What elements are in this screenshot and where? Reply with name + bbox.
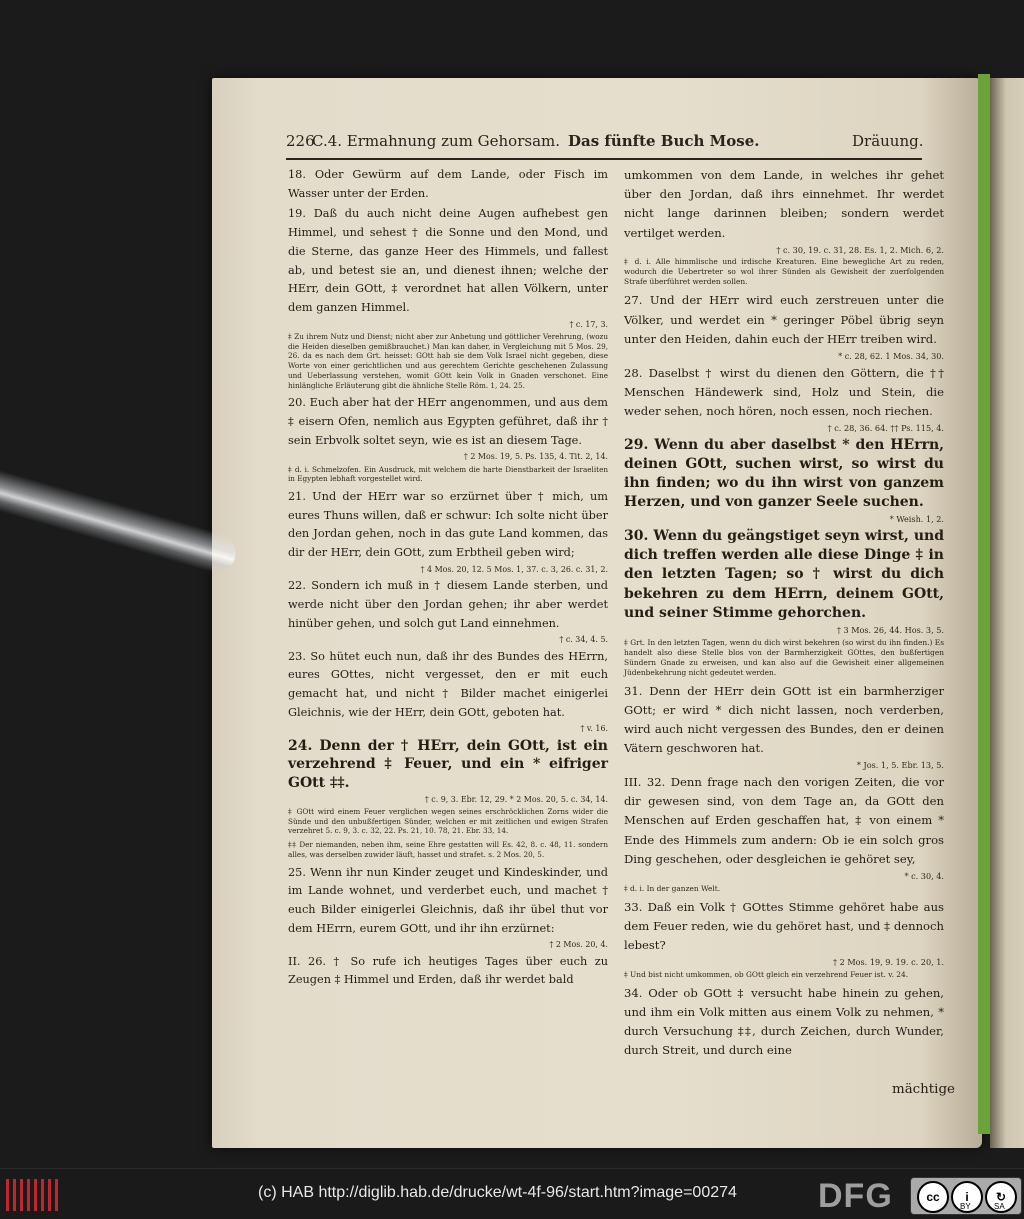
footnote: ‡ d. i. Alle himmlische und irdische Kreaturen. Eine bewegliche Art zu reden, wodurch die Uebertreter so wol ihrer Sünden als Gewisheit der zuerfolgenden Strafe überführet werden sollen. bbox=[624, 257, 944, 287]
verse: 31. Denn der HErr dein GOtt ist ein barmherziger GOtt; er wird * dich nicht lassen, noch verderben, wird auch nicht vergessen des Bundes, den er deinen Vätern geschworen hat. bbox=[624, 683, 944, 756]
verse: 34. Oder ob GOtt ‡ versucht habe hinein zu gehen, und ihm ein Volk mitten aus einem Volk zu nehmen, * durch Versuchung ‡‡, durch Zeichen, durch Wunder, durch Streit, und durch eine bbox=[624, 985, 944, 1058]
left-column bbox=[288, 166, 608, 992]
green-strip bbox=[978, 74, 990, 1134]
footnote: ‡ GOtt wird einem Feuer verglichen wegen seines erschröcklichen Zorns wider die Sünde und den unbußfertigen Sünder, welchen er mit zeitlichen und ewigen Strafen verzehret 5. c. 9, 3. c. 32, 22. Ps. 21, 10. 78, 21. Ebr. 33, 14. bbox=[288, 807, 608, 836]
cc-icon: cc bbox=[917, 1181, 949, 1213]
cross-reference: † 3 Mos. 26, 44. Hos. 3, 5. bbox=[836, 625, 944, 636]
adjacent-page-fragment bbox=[1000, 90, 1024, 1140]
chapter-title: C.4. Ermahnung zum Gehorsam. bbox=[312, 132, 560, 150]
verse: 24. Denn der † HErr, dein GOtt, ist ein verzehrend ‡ Feuer, und ein * eifriger GOtt ‡‡. bbox=[288, 737, 608, 792]
verse: 33. Daß ein Volk † GOttes Stimme gehöret habe aus dem Feuer reden, wie du gehöret hast, und ‡ dennoch lebest? bbox=[624, 899, 944, 952]
cross-reference: † v. 16. bbox=[580, 724, 608, 734]
verse: 25. Wenn ihr nun Kinder zeuget und Kindeskinder, und im Lande wohnet, und verderbet euch, und machet † euch Bilder einigerlei Gleichnis, daß ihr übel thut vor dem HErrn, eurem GOtt, und ihr ihn erzürnet: bbox=[288, 865, 608, 935]
sa-label: SA bbox=[994, 1202, 1005, 1211]
stylus-reflection bbox=[0, 470, 240, 577]
book-title: Das fünfte Buch Mose. bbox=[568, 132, 760, 150]
cross-reference: * c. 28, 62. 1 Mos. 34, 30. bbox=[838, 350, 944, 361]
verse: 21. Und der HErr war so erzürnet über † mich, um eures Thuns willen, daß er schwur: Ich solte nicht über den Jordan gehen, noch in das gute Land kommen, das dir der HErr, dein GOtt, zum Erbtheil geben wird; bbox=[288, 490, 608, 560]
dfg-logo: DFG bbox=[818, 1177, 893, 1215]
by-label: BY bbox=[960, 1202, 971, 1211]
verse: 22. Sondern ich muß in † diesem Lande sterben, und werde nicht über den Jordan gehen; ihr aber werdet hinüber gehen, und solch gut Land einnehmen. bbox=[288, 579, 608, 630]
footnote: ‡ Und bist nicht umkommen, ob GOtt gleich ein verzehrend Feuer ist. v. 24. bbox=[624, 969, 909, 979]
cross-reference: † 2 Mos. 19, 5. Ps. 135, 4. Tit. 2, 14. bbox=[463, 452, 608, 462]
footer-bar bbox=[0, 1168, 1024, 1219]
verse: umkommen von dem Lande, in welches ihr gehet über den Jordan, daß ihrs einnehmet. Ihr werdet nicht lange darinnen bleiben; sondern werdet vertilget werden. bbox=[624, 168, 944, 240]
verse: 29. Wenn du aber daselbst * den HErrn, deinen GOtt, suchen wirst, so wirst du ihn finden; wo du ihn wirst von ganzem Herzen, und von ganzer Seele suchen. bbox=[624, 436, 944, 511]
verse: 28. Daselbst † wirst du dienen den Göttern, die †† Menschen Händewerk sind, Holz und Stein, die weder sehen, noch hören, noch essen, noch riechen. bbox=[624, 365, 944, 418]
hab-logo-icon bbox=[6, 1179, 58, 1211]
cross-reference: † c. 17, 3. bbox=[569, 319, 608, 329]
verse: 19. Daß du auch nicht deine Augen aufhebest gen Himmel, und sehest † die Sonne und den Mond, und die Sterne, das ganze Heer des Himmels, und fallest ab, und betest sie an, und dienest ihnen; welche der HErr, dein GOtt, ‡ verordnet hat allen Völkern, unter dem ganzen Himmel. bbox=[288, 207, 608, 314]
by-icon: i bbox=[951, 1181, 983, 1213]
footnote: ‡ d. i. Schmelzofen. Ein Ausdruck, mit welchem die harte Dienstbarkeit der Israeliten in Egypten lebhaft vorgestellet wird. bbox=[288, 464, 608, 484]
cross-reference: † 4 Mos. 20, 12. 5 Mos. 1, 37. c. 3, 26. c. 31, 2. bbox=[420, 564, 608, 574]
cross-reference: † 2 Mos. 19, 9. 19. c. 20, 1. bbox=[832, 957, 944, 968]
book-spread bbox=[212, 78, 992, 1148]
cross-reference: † c. 34, 4. 5. bbox=[559, 635, 608, 645]
cross-reference: * Jos. 1, 5. Ebr. 13, 5. bbox=[856, 760, 944, 771]
verse: 18. Oder Gewürm auf dem Lande, oder Fisch im Wasser unter der Erden. bbox=[288, 168, 608, 200]
right-column bbox=[624, 166, 944, 1062]
page-number: 226 bbox=[286, 132, 315, 150]
verse: 30. Wenn du geängstiget seyn wirst, und dich treffen werden alle diese Dinge ‡ in den letzten Tagen; so † wirst du dich bekehren zu dem HErrn, deinem GOtt, und seiner Stimme gehorchen. bbox=[624, 528, 944, 621]
cross-reference: † c. 30, 19. c. 31, 28. Es. 1, 2. Mich. 6, 2. bbox=[776, 244, 944, 255]
catchword: mächtige bbox=[892, 1082, 955, 1097]
cross-reference: † c. 28, 36. 64. †† Ps. 115, 4. bbox=[827, 423, 944, 434]
footnote: ‡ Zu ihrem Nutz und Dienst; nicht aber zur Anbetung und göttlicher Verehrung, (wozu die Heiden dieselben gemißbrauchet.) Man kan daher, in Vergleichung mit 5 Mos. 29, 26. da es nach dem Grt. heisset: GOtt hab sie dem Volk Israel nicht gegeben, diese Worte von einer gerichtlichen und aus gerechtem Gerichte geschehenen Zulassung und Ueberlassung verstehen, womit GOtt kein Volk in Gnaden verschonet. Eine hinlängliche Erläuterung gibt die ähnliche Stelle Röm. 1, 24. 25. bbox=[288, 331, 608, 390]
cc-license-badge[interactable] bbox=[910, 1177, 1022, 1215]
sa-icon: ↻ bbox=[985, 1181, 1017, 1213]
verse: II. 26. † So rufe ich heutiges Tages über euch zu Zeugen ‡ Himmel und Erden, daß ihr werdet bald bbox=[288, 954, 608, 987]
section-title: Dräuung. bbox=[852, 132, 924, 150]
cross-reference: * Weish. 1, 2. bbox=[889, 514, 944, 525]
credit-link[interactable]: (c) HAB http://diglib.hab.de/drucke/wt-4f-96/start.htm?image=00274 bbox=[258, 1184, 737, 1201]
header-rule bbox=[286, 158, 922, 160]
verse: 20. Euch aber hat der HErr angenommen, und aus dem ‡ eisern Ofen, nemlich aus Egypten geführet, daß ihr † sein Erbvolk soltet seyn, wie es ist an diesem Tage. bbox=[288, 396, 608, 447]
cross-reference: † 2 Mos. 20, 4. bbox=[549, 940, 608, 950]
footnote: ‡‡ Der niemanden, neben ihm, seine Ehre gestatten will Es. 42, 8. c. 48, 11. sondern alles, was derselben zuwider läuft, hasset und strafet. s. 2 Mos. 20, 5. bbox=[288, 840, 608, 859]
verse: 23. So hütet euch nun, daß ihr des Bundes des HErrn, eures GOttes, nicht vergesset, den er mit euch gemacht hat, und nicht † Bilder machet einigerlei Gleichnis, wie der HErr, dein GOtt, geboten hat. bbox=[288, 649, 608, 719]
cross-reference: † c. 9, 3. Ebr. 12, 29. * 2 Mos. 20, 5. c. 34, 14. bbox=[424, 794, 608, 804]
running-header bbox=[286, 132, 986, 158]
footnote: ‡ d. i. In der ganzen Welt. bbox=[624, 883, 721, 893]
book-page bbox=[212, 78, 982, 1148]
verse: III. 32. Denn frage nach den vorigen Zeiten, die vor dir gewesen sind, von dem Tage an, da GOtt den Menschen auf Erden geschaffen hat, ‡ von einem * Ende des Himmels zum andern: Ob ie ein solch gros Ding geschehen, oder desgleichen ie gehöret sey, bbox=[624, 774, 944, 866]
footnote: ‡ Grt. In den letzten Tagen, wenn du dich wirst bekehren (so wirst du ihn finden.) Es handelt also diese Stelle blos von der Barmherzigkeit GOttes, den bußfertigen Sündern Gnade zu erweisen, und kan also auf die Gewisheit einer allgemeinen Jüdenbekehrung nicht gedeutet werden. bbox=[624, 637, 944, 677]
cross-reference: * c. 30, 4. bbox=[904, 870, 944, 881]
verse: 27. Und der HErr wird euch zerstreuen unter die Völker, und werdet ein * geringer Pöbel übrig seyn unter den Heiden, dahin euch der HErr treiben wird. bbox=[624, 293, 944, 346]
